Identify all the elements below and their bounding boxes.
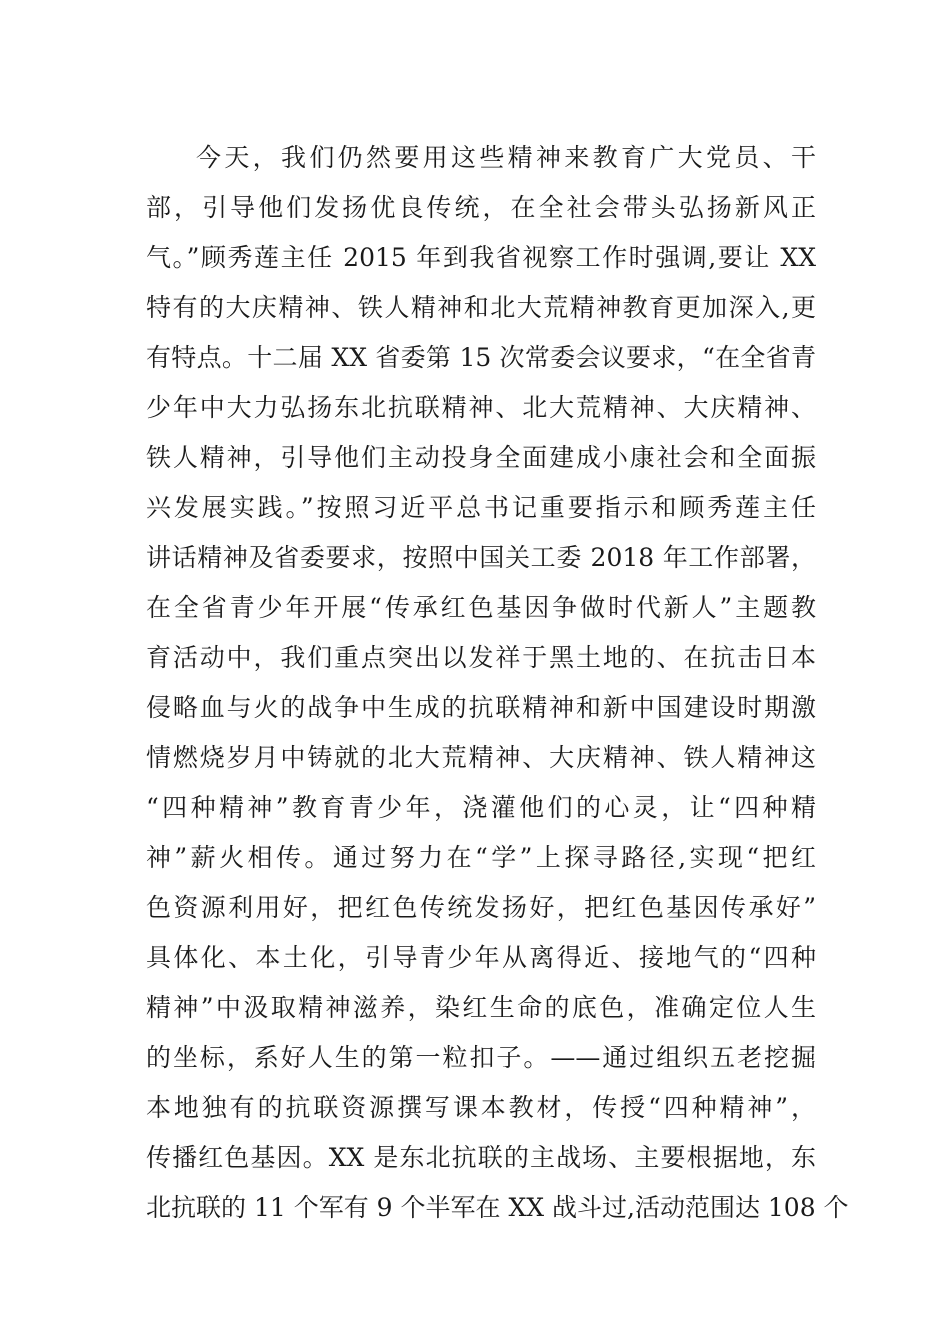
text-line: 特有的大庆精神、铁人精神和北大荒精神教育更加深入,更 (146, 293, 816, 322)
text-line: 的坐标，系好人生的第一粒扣子。——通过组织五老挖掘 (146, 1043, 816, 1072)
text-line: 传播红色基因。XX 是东北抗联的主战场、主要根据地，东 (146, 1143, 816, 1172)
text-line: “四种精神”教育青少年，浇灌他们的心灵，让“四种精 (146, 793, 816, 822)
text-line: 有特点。十二届 XX 省委第 15 次常委会议要求，“在全省青 (146, 343, 816, 372)
text-line: 具体化、本土化，引导青少年从离得近、接地气的“四种 (146, 943, 816, 972)
text-line: 神”薪火相传。通过努力在“学”上探寻路径,实现“把红 (146, 843, 816, 872)
text-line: 今天，我们仍然要用这些精神来教育广大党员、干 (196, 143, 816, 172)
body-paragraph (146, 133, 849, 1233)
text-line: 少年中大力弘扬东北抗联精神、北大荒精神、大庆精神、 (146, 393, 816, 422)
text-line: 铁人精神，引导他们主动投身全面建成小康社会和全面振 (146, 443, 816, 472)
text-line: 气。”顾秀莲主任 2015 年到我省视察工作时强调,要让 XX (146, 243, 816, 272)
text-line: 北抗联的 11 个军有 9 个半军在 XX 战斗过,活动范围达 108 个 (146, 1193, 849, 1222)
text-line: 情燃烧岁月中铸就的北大荒精神、大庆精神、铁人精神这 (146, 743, 816, 772)
text-line: 精神”中汲取精神滋养，染红生命的底色，准确定位人生 (146, 993, 816, 1022)
text-line: 部，引导他们发扬优良传统，在全社会带头弘扬新风正 (146, 193, 816, 222)
text-line: 侵略血与火的战争中生成的抗联精神和新中国建设时期激 (146, 693, 816, 722)
text-line: 色资源利用好，把红色传统发扬好，把红色基因传承好” (146, 893, 816, 922)
text-line: 讲话精神及省委要求，按照中国关工委 2018 年工作部署， (146, 543, 816, 572)
text-line: 兴发展实践。”按照习近平总书记重要指示和顾秀莲主任 (146, 493, 816, 522)
text-line: 在全省青少年开展“传承红色基因争做时代新人”主题教 (146, 593, 816, 622)
text-line: 育活动中，我们重点突出以发祥于黑土地的、在抗击日本 (146, 643, 816, 672)
text-line: 本地独有的抗联资源撰写课本教材，传授“四种精神”， (146, 1093, 816, 1122)
